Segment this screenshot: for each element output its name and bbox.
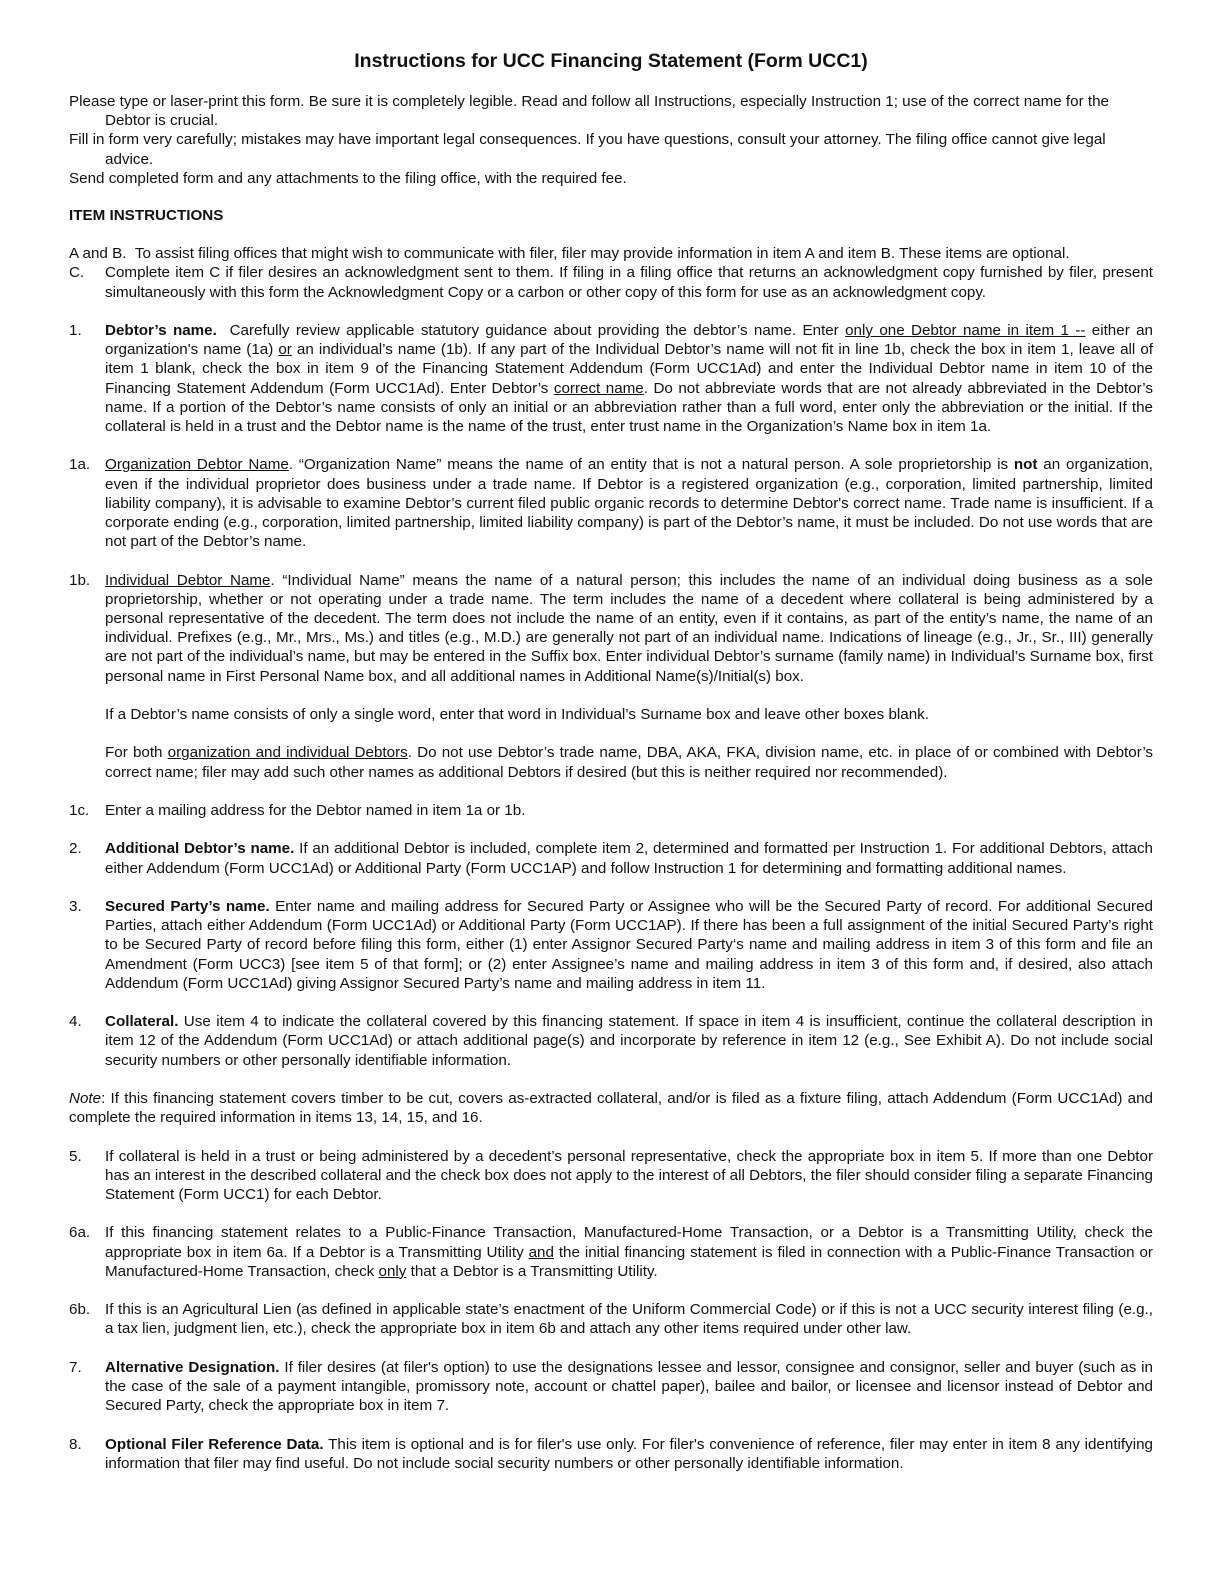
- item-body: This item is optional and is for filer's use only. For filer's convenience of reference, filer may enter in item 8 any identifying information that filer may find useful. Do not include social security numbers or other personally identifiable information.: [105, 1435, 1153, 1472]
- item-body: Enter a mailing address for the Debtor named in item 1a or 1b.: [105, 802, 526, 820]
- underlined-text: only one Debtor name in item 1 --: [845, 322, 1086, 340]
- instruction-item-1a: [69, 455, 1153, 551]
- instruction-item-ab: [69, 244, 1153, 263]
- instruction-item-8: [69, 1435, 1153, 1473]
- item-body: If this financing statement relates to a Public-Finance Transaction, Manufactured-Home Transaction, or a Debtor is a Transmitting Utility, check the appropriate box in item 6a. If a Debtor is a Transmitting Utility: [105, 1224, 1153, 1261]
- note-paragraph: [69, 1089, 1153, 1127]
- item-number: 1a.: [69, 456, 91, 474]
- instruction-item-1: [69, 321, 1153, 436]
- item-heading: Collateral.: [105, 1013, 179, 1031]
- item-text: [105, 1012, 1153, 1070]
- item-body: the initial financing statement is filed in connection with a Public-Finance Transaction or Manufactured-Home Transaction, check: [105, 1243, 1153, 1280]
- item-body: If an additional Debtor is included, complete item 2, determined and formatted per Instruction 1. For additional Debtors, attach either Addendum (Form UCC1Ad) or Additional Party (Form UCC1AP) and follow Instruction 1 for determining and formatting additional names.: [105, 840, 1153, 877]
- item-heading: Secured Party’s name.: [105, 898, 270, 915]
- item-number: 1b.: [69, 571, 91, 589]
- instruction-item-2: [69, 839, 1153, 877]
- item-body: . “Individual Name” means the name of a natural person; this includes the name of an individual doing business as a sole proprietorship, whether or not operating under a trade name. The term includes the name of a decedent where collateral is being administered by a personal representative of the decedent. The term does not include the name of an entity, even if it contains, as part of the entity’s name, the name of an individual. Prefixes (e.g., Mr., Mrs., Ms.) and titles (e.g., M.D.) are generally not part of an individual name. Indications of lineage (e.g., Jr., Sr., III) generally are not part of the individual’s name, but may be entered in the Suffix box. Enter individual Debtor’s surname (family name) in Individual’s Surname box, first personal name in First Personal Name box, and all additional names in Additional Name(s)/Initial(s) box.: [105, 571, 1153, 685]
- intro-paragraph: Send completed form and any attachments to the filing office, with the required fee.: [69, 169, 627, 187]
- instruction-item-6a: [69, 1223, 1153, 1281]
- underlined-text: or: [278, 341, 292, 359]
- item-body: If collateral is held in a trust or being administered by a decedent’s personal representative, check the appropriate box in item 5. If more than one Debtor has an interest in the described collateral and the check box does not apply to the interest of all Debtors, the filer should consider filing a separate Financing Statement (Form UCC1) for each Debtor.: [105, 1147, 1153, 1203]
- item-body: Carefully review applicable statutory guidance about providing the debtor’s name. Enter: [229, 322, 846, 340]
- item-text: [105, 321, 1153, 436]
- item-number: 6b.: [69, 1301, 91, 1319]
- item-text: [105, 571, 1153, 686]
- item-paragraph: If a Debtor’s name consists of only a single word, enter that word in Individual’s Surname box and leave other boxes blank.: [105, 706, 929, 724]
- section-heading: ITEM INSTRUCTIONS: [69, 207, 224, 225]
- instruction-item-3: [69, 897, 1153, 993]
- item-number: C.: [69, 264, 85, 282]
- intro-block: [69, 92, 1153, 188]
- item-body: that a Debtor is a Transmitting Utility.: [406, 1262, 658, 1280]
- item-number: 8.: [69, 1435, 82, 1453]
- item-heading: Additional Debtor’s name.: [105, 840, 295, 858]
- item-number: 7.: [69, 1358, 82, 1376]
- intro-paragraph: Fill in form very carefully; mistakes may have important legal consequences. If you have questions, consult your attorney. The filing office cannot give legal advice.: [69, 131, 1106, 168]
- item-body: For both: [105, 744, 168, 762]
- item-body: Complete item C if filer desires an acknowledgment sent to them. If filing in a filing office that returns an acknowledgment copy furnished by filer, present simultaneously with this form the Acknowledgment Copy or a carbon or other copy of this form for use as an acknowledgment copy.: [105, 264, 1153, 301]
- page-title: Instructions for UCC Financing Statement (Form UCC1): [354, 50, 868, 72]
- note-body: : If this financing statement covers timber to be cut, covers as-extracted collateral, and/or is filed as a fixture filing, attach Addendum (Form UCC1Ad) and complete the required information in items 13, 14, 15, and 16.: [69, 1090, 1153, 1127]
- item-number: 5.: [69, 1147, 82, 1165]
- underlined-text: correct name: [553, 379, 644, 397]
- item-number: 6a.: [69, 1224, 91, 1242]
- instruction-item-7: [69, 1358, 1153, 1416]
- item-heading: Organization Debtor Name: [105, 456, 289, 474]
- item-text: [69, 244, 1153, 263]
- item-body: . Do not abbreviate words that are not already abbreviated in the Debtor’s name. If a portion of the Debtor’s name consists of only an initial or an abbreviation rather than a full word, enter only the abbreviation or the initial. If the collateral is held in a trust and the Debtor name is the name of the trust, enter trust name in the Organization’s Name box in item 1a.: [105, 379, 1153, 436]
- note-label: Note: [69, 1090, 102, 1107]
- item-text: [105, 897, 1153, 993]
- instruction-item-5: [69, 1147, 1153, 1205]
- underlined-text: organization and individual Debtors: [167, 744, 408, 762]
- item-heading: Alternative Designation.: [105, 1358, 280, 1376]
- item-body: either an organization's name (1a): [105, 322, 1154, 359]
- instruction-item-c: [69, 263, 1153, 301]
- item-text: [105, 839, 1153, 877]
- underlined-text: and: [528, 1243, 554, 1261]
- instruction-item-1c: [69, 801, 1153, 820]
- item-body: . “Organization Name” means the name of an entity that is not a natural person. A sole proprietorship is: [288, 456, 1014, 474]
- item-number: 2.: [69, 840, 82, 858]
- intro-paragraph: Please type or laser-print this form. Be sure it is completely legible. Read and follow all Instructions, especially Instruction 1; use of the correct name for the Debtor is crucial.: [69, 93, 1109, 130]
- item-body: an individual’s name (1b). If any part of the Individual Debtor’s name will not fit in line 1b, check the box in item 1, leave all of item 1 blank, check the box in item 9 of the Financing Statement Addendum (Form UCC1Ad) and enter the Individual Debtor name in item 10 of the Financing Statement Addendum (Form UCC1Ad). Enter Debtor’s: [105, 341, 1153, 397]
- item-body: Enter name and mailing address for Secured Party or Assignee who will be the Secured Party of record. For additional Secured Parties, attach either Addendum (Form UCC1Ad) or Additional Party (Form UCC1AP). If there has been a full assignment of the initial Secured Party’s right to be Secured Party of record before filing this form, either (1) enter Assignor Secured Party‘s name and mailing address in item 3 of this form and file an Amendment (Form UCC3) [see item 5 of that form]; or (2) enter Assignee’s name and mailing address in item 3 of this form and, if desired, also attach Addendum (Form UCC1Ad) giving Assignor Secured Party’s name and mailing address in item 11.: [105, 898, 1153, 992]
- instruction-item-1b: [69, 571, 1153, 782]
- item-body: If this is an Agricultural Lien (as defined in applicable state’s enactment of the Uniform Commercial Code) or if this is not a UCC security interest filing (e.g., a tax lien, judgment lien, etc.), check the appropriate box in item 6b and attach any other items required under other law.: [105, 1301, 1153, 1338]
- item-body: Use item 4 to indicate the collateral covered by this financing statement. If space in item 4 is insufficient, continue the collateral description in item 12 of the Addendum (Form UCC1Ad) or attach additional page(s) and incorporate by reference in item 12 (e.g., See Exhibit A). Do not include social security numbers or other personally identifiable information.: [105, 1013, 1153, 1069]
- item-paragraph: [105, 743, 1153, 781]
- item-number: 4.: [69, 1013, 82, 1031]
- item-number: A and B.: [69, 245, 127, 263]
- underlined-text: only: [378, 1262, 407, 1280]
- item-heading: Debtor’s name.: [105, 322, 217, 340]
- item-number: 1c.: [69, 802, 90, 820]
- item-body: To assist filing offices that might wish to communicate with filer, filer may provide information in item A and item B. These items are optional.: [134, 245, 1070, 263]
- item-number: 1.: [69, 322, 82, 340]
- bold-text: not: [1013, 456, 1038, 474]
- instruction-item-6b: [69, 1300, 1153, 1338]
- item-heading: Optional Filer Reference Data.: [105, 1435, 324, 1453]
- item-body: . Do not use Debtor’s trade name, DBA, AKA, FKA, division name, etc. in place of or combined with Debtor’s correct name; filer may add such other names as additional Debtors if desired (but this is neither required nor recommended).: [105, 744, 1154, 781]
- item-text: [105, 1358, 1153, 1416]
- instruction-item-4: [69, 1012, 1153, 1070]
- item-text: [105, 1435, 1153, 1473]
- item-text: [105, 1223, 1153, 1281]
- item-body: If filer desires (at filer's option) to use the designations lessee and lessor, consignee and consignor, seller and buyer (such as in the case of the sale of a payment intangible, promissory note, account or chattel paper), bailee and bailor, or licensee and licensor instead of Debtor and Secured Party, check the appropriate box in item 7.: [105, 1358, 1153, 1415]
- item-number: 3.: [69, 898, 82, 915]
- item-body: an organization, even if the individual proprietor does business under a trade name. If Debtor is a registered organization (e.g., corporation, limited partnership, limited liability company), it is advisable to examine Debtor’s current filed public organic records to determine Debtor's correct name. Trade name is insufficient. If a corporate ending (e.g., corporation, limited partnership, limited liability company) is part of the Debtor’s name, it must be included. Do not use words that are not part of the Debtor’s name.: [105, 456, 1153, 551]
- item-text: [105, 455, 1153, 551]
- item-heading: Individual Debtor Name: [105, 571, 271, 589]
